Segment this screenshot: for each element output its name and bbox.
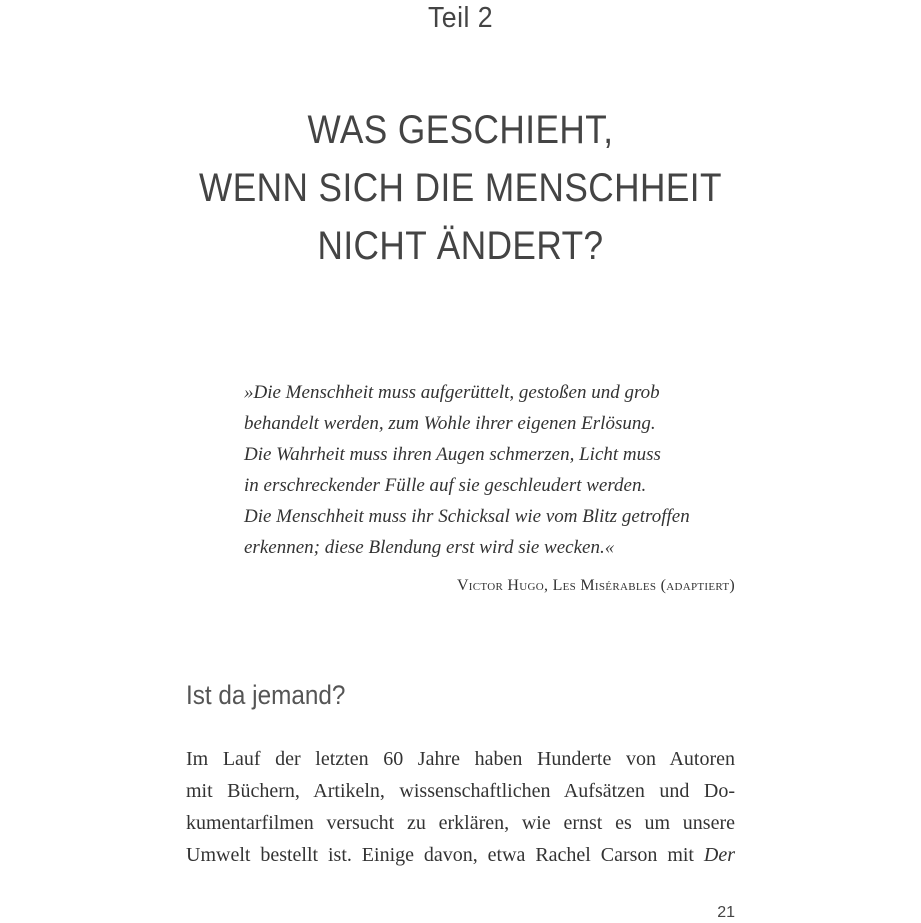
section-heading: Ist da jemand? [186,680,346,710]
body-line-3: kumentarfilmen versucht zu erklären, wie ernst es um unsere [186,812,735,834]
epigraph-line-1: »Die Menschheit muss aufgerüttelt, gestoßen und grob [244,382,660,403]
chapter-title-line-1: WAS GESCHIEHT, [307,108,614,152]
epigraph-line-6: erkennen; diese Blendung erst wird sie wecken.« [244,537,615,558]
epigraph-line-5: Die Menschheit muss ihr Schicksal wie vom Blitz getroffen [244,506,690,527]
epigraph-line-2: behandelt werden, zum Wohle ihrer eigenen Erlösung. [244,413,656,434]
epigraph-quote [244,377,744,563]
epigraph-line-3: Die Wahrheit muss ihren Augen schmerzen, Licht muss [244,444,661,465]
chapter-title [0,101,921,275]
page-number: 21 [717,904,735,921]
epigraph-line-4: in erschreckender Fülle auf sie geschleudert werden. [244,475,647,496]
body-line-2: mit Büchern, Artikeln, wissenschaftlichen Aufsätzen und Do- [186,780,735,802]
body-paragraph [186,743,735,871]
chapter-title-line-3: NICHT ÄNDERT? [317,224,604,268]
chapter-title-line-2: WENN SICH DIE MENSCHHEIT [199,166,722,210]
body-line-1: Im Lauf der letzten 60 Jahre haben Hunderte von Autoren [186,748,735,770]
epigraph-attribution: Victor Hugo, Les Misérables (adaptiert) [456,577,735,594]
body-line-4-text: Umwelt bestellt ist. Einige davon, etwa Rachel Carson mit [186,844,694,866]
body-line-4 [186,839,735,871]
body-line-4-italic: Der [703,844,735,866]
part-label: Teil 2 [427,2,494,34]
